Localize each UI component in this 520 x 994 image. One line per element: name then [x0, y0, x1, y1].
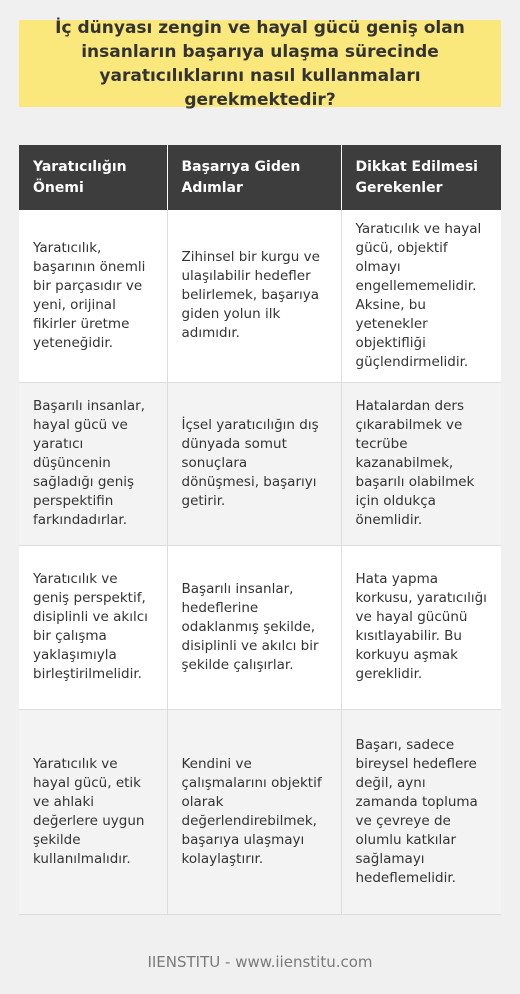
table-cell: Hatalardan ders çıkarabilmek ve tecrübe kazanabilmek, başarılı olabilmek için oldukça önemlidir.	[341, 382, 501, 545]
title-banner	[19, 17, 501, 110]
table-cell: Yaratıcılık, başarının önemli bir parçasıdır ve yeni, orijinal fikirler üretme yeteneğidir.	[19, 210, 167, 382]
table-cell: Yaratıcılık ve hayal gücü, objektif olmayı engellememelidir. Aksine, bu yetenekler objektifliği güçlendirmelidir.	[341, 210, 501, 382]
column-header: Başarıya Giden Adımlar	[167, 145, 341, 210]
table-cell: Kendini ve çalışmalarını objektif olarak değerlendirebilmek, başarıya ulaşmayı kolaylaştırır.	[167, 709, 341, 914]
footer-credit: IIENSTITU - www.iienstitu.com	[147, 953, 373, 971]
table-cell: Zihinsel bir kurgu ve ulaşılabilir hedefler belirlemek, başarıya giden yolun ilk adımıdır.	[167, 210, 341, 382]
table-cell: Yaratıcılık ve hayal gücü, etik ve ahlaki değerlere uygun şekilde kullanılmalıdır.	[19, 709, 167, 914]
comparison-table	[19, 145, 501, 915]
table-row	[19, 709, 501, 914]
column-header: Yaratıcılığın Önemi	[19, 145, 167, 210]
table-cell: Başarılı insanlar, hedeflerine odaklanmış şekilde, disiplinli ve akılcı bir şekilde çalışırlar.	[167, 545, 341, 709]
table-cell: Yaratıcılık ve geniş perspektif, disiplinli ve akılcı bir çalışma yaklaşımıyla birleştirilmelidir.	[19, 545, 167, 709]
table-header-row	[19, 145, 501, 210]
table-cell: Başarılı insanlar, hayal gücü ve yaratıcı düşüncenin sağladığı geniş perspektifin farkındadırlar.	[19, 382, 167, 545]
table-row	[19, 210, 501, 382]
table-cell: Başarı, sadece bireysel hedeflere değil, aynı zamanda topluma ve çevreye de olumlu katkılar sağlamayı hedeflemelidir.	[341, 709, 501, 914]
table-cell: İçsel yaratıcılığın dış dünyada somut sonuçlara dönüşmesi, başarıyı getirir.	[167, 382, 341, 545]
table-row	[19, 382, 501, 545]
page-title: İç dünyası zengin ve hayal gücü geniş olan insanların başarıya ulaşma sürecinde yaratıcılıklarını nasıl kullanmaları gerekmektedir?	[55, 17, 465, 110]
column-header: Dikkat Edilmesi Gerekenler	[341, 145, 501, 210]
table-row	[19, 545, 501, 709]
table-cell: Hata yapma korkusu, yaratıcılığı ve hayal gücünü kısıtlayabilir. Bu korkuyu aşmak gereklidir.	[341, 545, 501, 709]
